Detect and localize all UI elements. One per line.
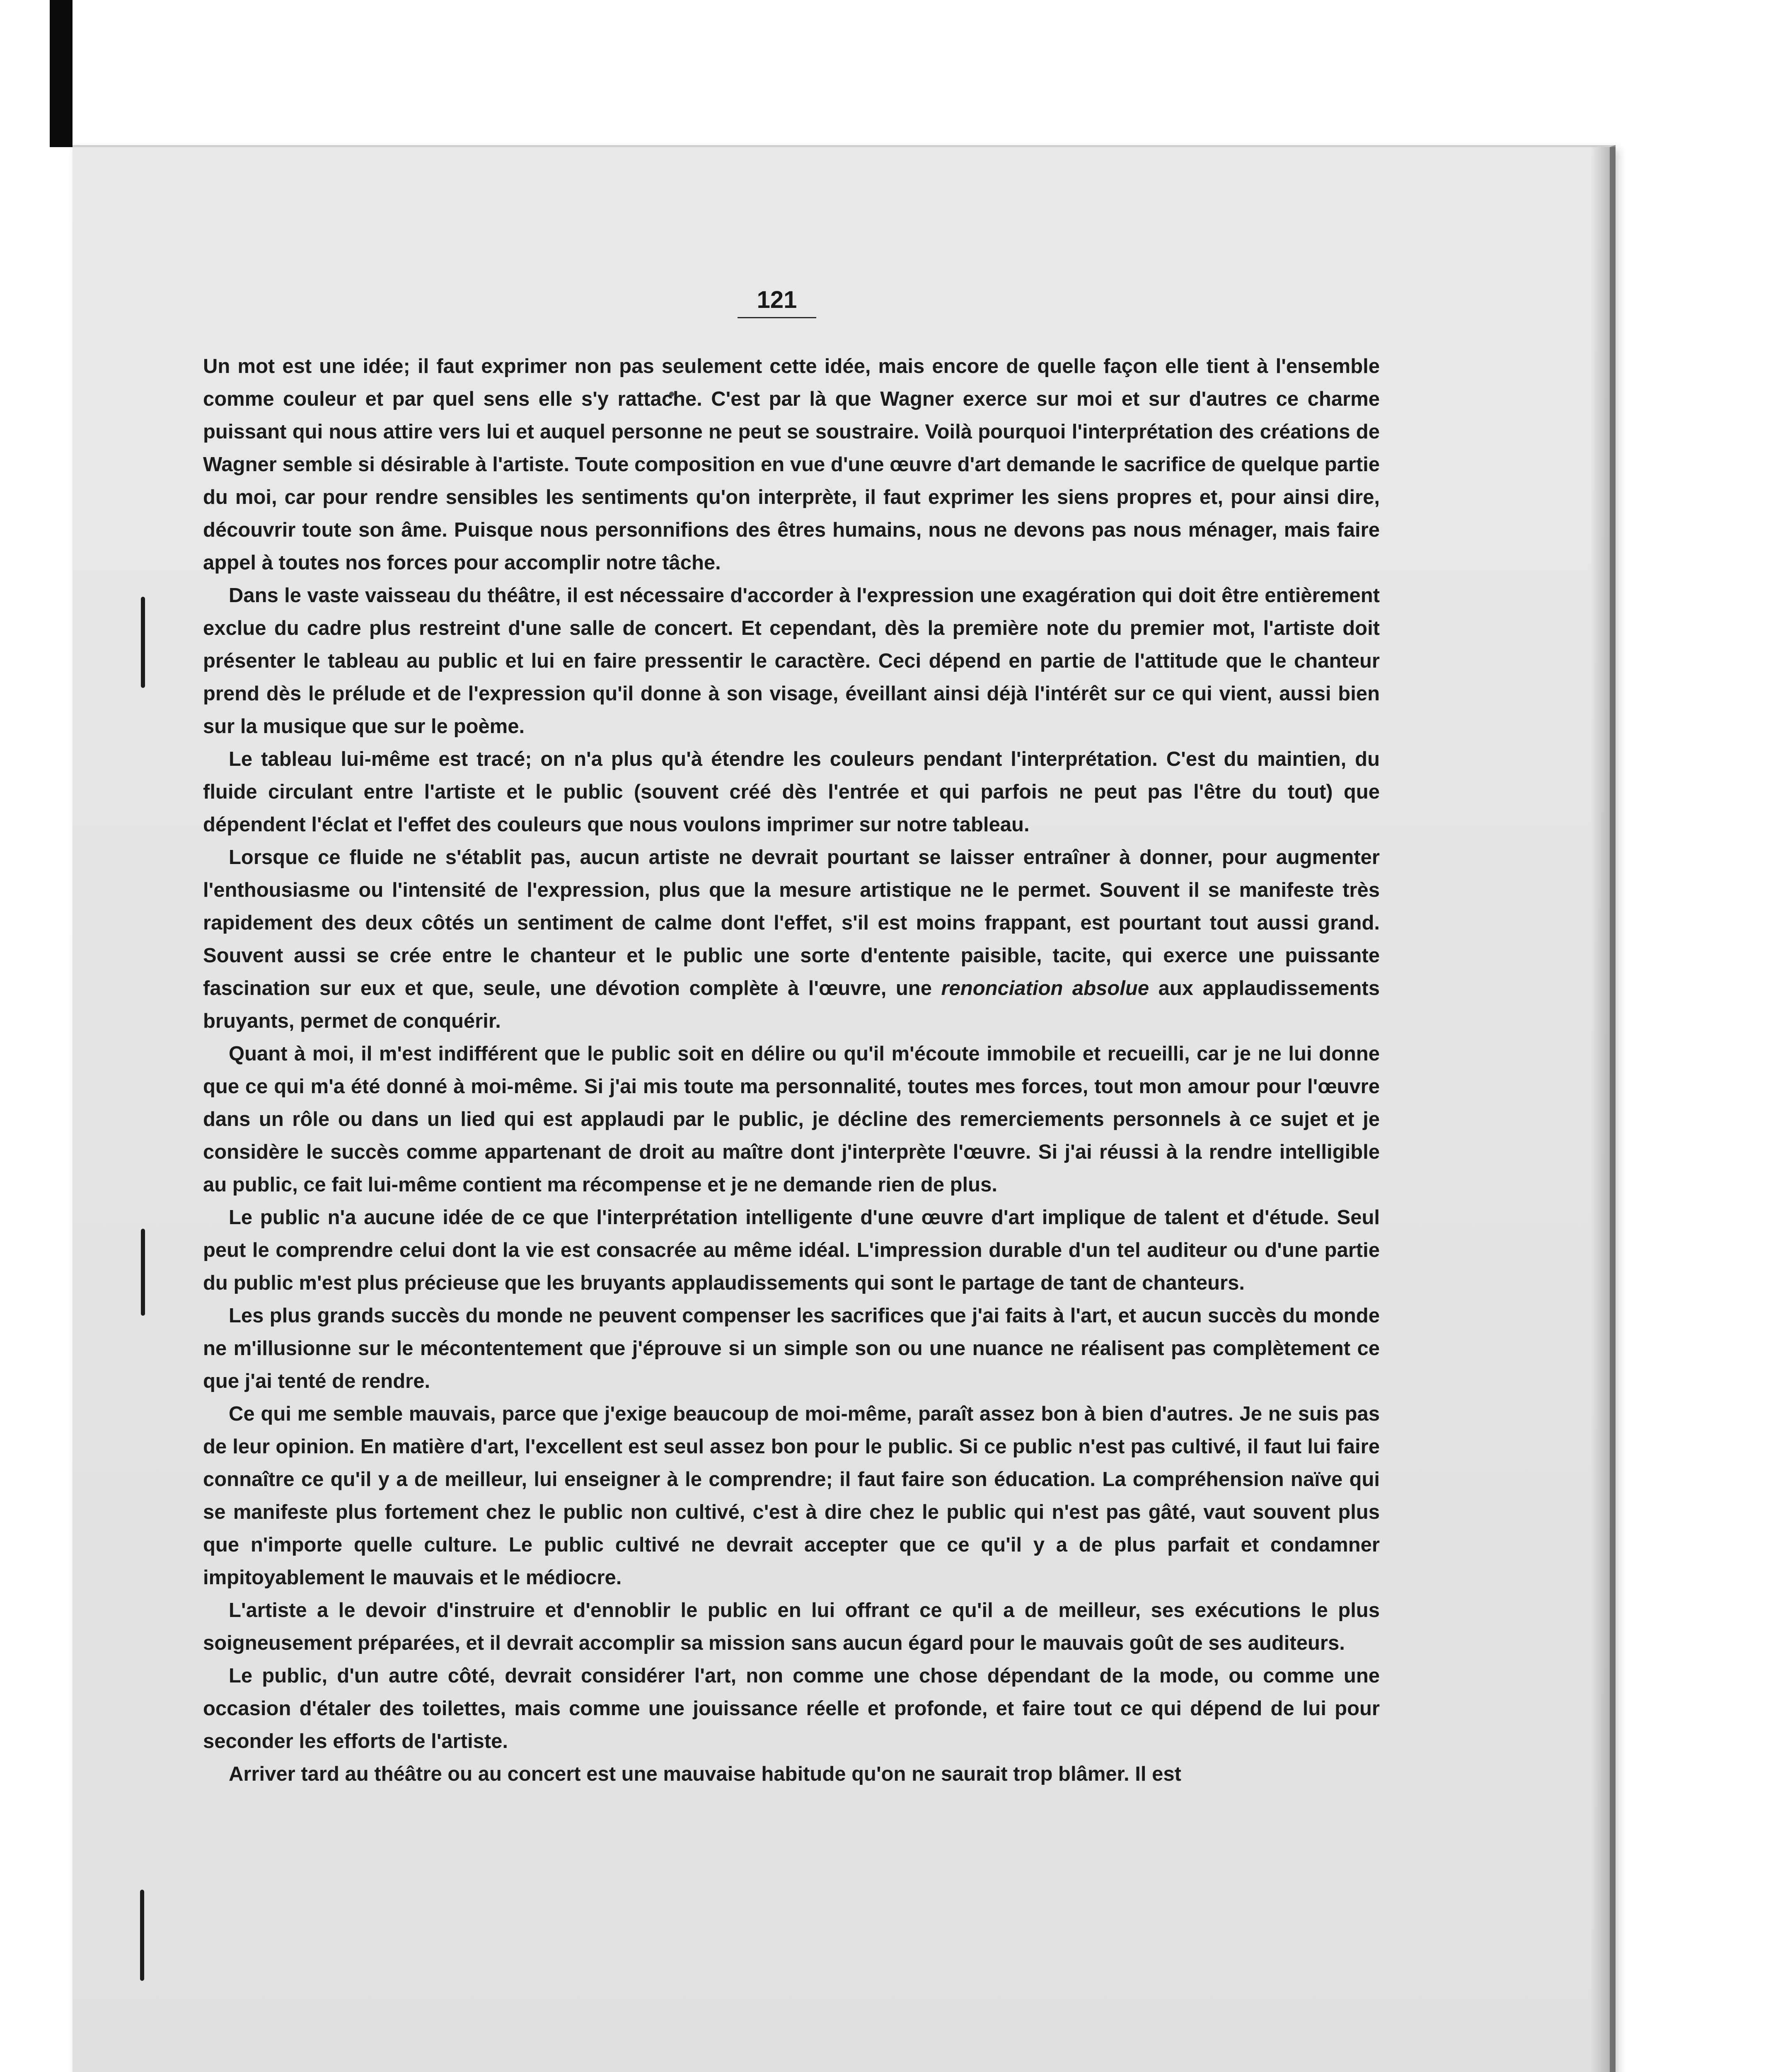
- paragraph: L'artiste a le devoir d'instruire et d'ennoblir le public en lui offrant ce qu'il a de meilleur, ses exécutions le plus soigneusement préparées, et il devrait accomplir sa mission sans aucun égard pour le mauvais goût de ses auditeurs.: [203, 1599, 1380, 1654]
- binding-bar-top: [50, 0, 73, 147]
- margin-mark: [141, 1229, 145, 1316]
- page-number: 121: [738, 286, 816, 318]
- margin-mark: [140, 1890, 144, 1981]
- margin-mark: [141, 597, 145, 688]
- paragraph: Un mot est une idée; il faut exprimer non pas seulement cette idée, mais encore de quelle façon elle tient à l'ensemble comme couleur et par quel sens elle s'y rattache. C'est par là que Wagner exerce sur moi et sur d'autres ce charme puissant qui nous attire vers lui et auquel personne ne peut se soustraire. Voilà pourquoi l'interprétation des créations de Wagner semble si désirable à l'artiste. Toute composition en vue d'une œuvre d'art demande le sacrifice de quelque partie du moi, car pour rendre sensibles les sentiments qu'on interprète, il faut exprimer les siens propres et, pour ainsi dire, découvrir toute son âme. Puisque nous personnifions des êtres humains, nous ne devons pas nous ménager, mais faire appel à toutes nos forces pour accomplir notre tâche.: [203, 355, 1380, 574]
- paragraph: Quant à moi, il m'est indifférent que le public soit en délire ou qu'il m'écoute immobile et recueilli, car je ne lui donne que ce qui m'a été donné à moi-même. Si j'ai mis toute ma personnalité, toutes mes forces, tout mon amour pour l'œuvre dans un rôle ou dans un lied qui est applaudi par le public, je décline des remerciements personnels à ce sujet et je considère le succès comme appartenant de droit au maître dont j'interprète l'œuvre. Si j'ai réussi à la rendre intelligible au public, ce fait lui-même contient ma récompense et je ne demande rien de plus.: [203, 1043, 1380, 1196]
- paragraph: [203, 841, 1380, 1038]
- emphasis-text: renonciation absolue: [941, 977, 1149, 1000]
- paragraph: Le public, d'un autre côté, devrait considérer l'art, non comme une chose dépendant de la mode, ou comme une occasion d'étaler des toilettes, mais comme une jouissance réelle et profonde, et faire tout ce qui dépend de lui pour seconder les efforts de l'artiste.: [203, 1665, 1380, 1752]
- paragraph: Le public n'a aucune idée de ce que l'interprétation intelligente d'une œuvre d'art implique de talent et d'étude. Seul peut le comprendre celui dont la vie est consacrée au même idéal. L'impression durable d'un tel auditeur ou d'une partie du public m'est plus précieuse que les bruyants applaudissements qui sont le partage de tant de chanteurs.: [203, 1206, 1380, 1294]
- paragraph: Ce qui me semble mauvais, parce que j'exige beaucoup de moi-même, paraît assez bon à bien d'autres. Je ne suis pas de leur opinion. En matière d'art, l'excellent est seul assez bon pour le public. Si ce public n'est pas cultivé, il faut lui faire connaître ce qu'il y a de meilleur, lui enseigner à le comprendre; il faut faire son éducation. La compréhension naïve qui se manifeste plus fortement chez le public non cultivé, c'est à dire chez le public qui n'est pas gâté, vaut souvent plus que n'importe quelle culture. Le public cultivé ne devrait accepter que ce qu'il y a de plus parfait et condamner impitoyablement le mauvais et le médiocre.: [203, 1403, 1380, 1589]
- page-body: [203, 350, 1380, 1791]
- paragraph: Arriver tard au théâtre ou au concert est une mauvaise habitude qu'on ne saurait trop blâmer. Il est: [229, 1763, 1181, 1785]
- paragraph-text: Lorsque ce fluide ne s'établit pas, aucun artiste ne devrait pourtant se laisser entraîner à donner, pour augmenter l'enthousiasme ou l'intensité de l'expression, plus que la mesure artistique ne le permet. Souvent il se manifeste très rapidement des deux côtés un sentiment de calme dont l'effet, s'il est moins frappant, est pourtant tout aussi grand. Souvent aussi se crée entre le chanteur et le public une sorte d'entente paisible, tacite, qui exerce une puissante fascination sur eux et que, seule, une dévotion complète à l'œuvre, une: [203, 846, 1380, 1000]
- paragraph-text: aux applaudissements bruyants, permet de conquérir.: [203, 977, 1380, 1032]
- paragraph: Le tableau lui-même est tracé; on n'a plus qu'à étendre les couleurs pendant l'interprétation. C'est du maintien, du fluide circulant entre l'artiste et le public (souvent créé dès l'entrée et qui parfois ne peut pas l'être du tout) que dépendent l'éclat et l'effet des couleurs que nous voulons imprimer sur notre tableau.: [203, 748, 1380, 836]
- paragraph: Les plus grands succès du monde ne peuvent compenser les sacrifices que j'ai faits à l'art, et aucun succès du monde ne m'illusionne sur le mécontentement que j'éprouve si un simple son ou une nuance ne réalisent pas complètement ce que j'ai tenté de rendre.: [203, 1305, 1380, 1392]
- paragraph: Dans le vaste vaisseau du théâtre, il est nécessaire d'accorder à l'expression une exagération qui doit être entièrement exclue du cadre plus restreint d'une salle de concert. Et cependant, dès la première note du premier mot, l'artiste doit présenter le tableau au public et lui en faire pressentir le caractère. Ceci dépend en partie de l'attitude que le chanteur prend dès le prélude et de l'expression qu'il donne à son visage, éveillant ainsi déjà l'intérêt sur ce qui vient, aussi bien sur la musique que sur le poème.: [203, 584, 1380, 738]
